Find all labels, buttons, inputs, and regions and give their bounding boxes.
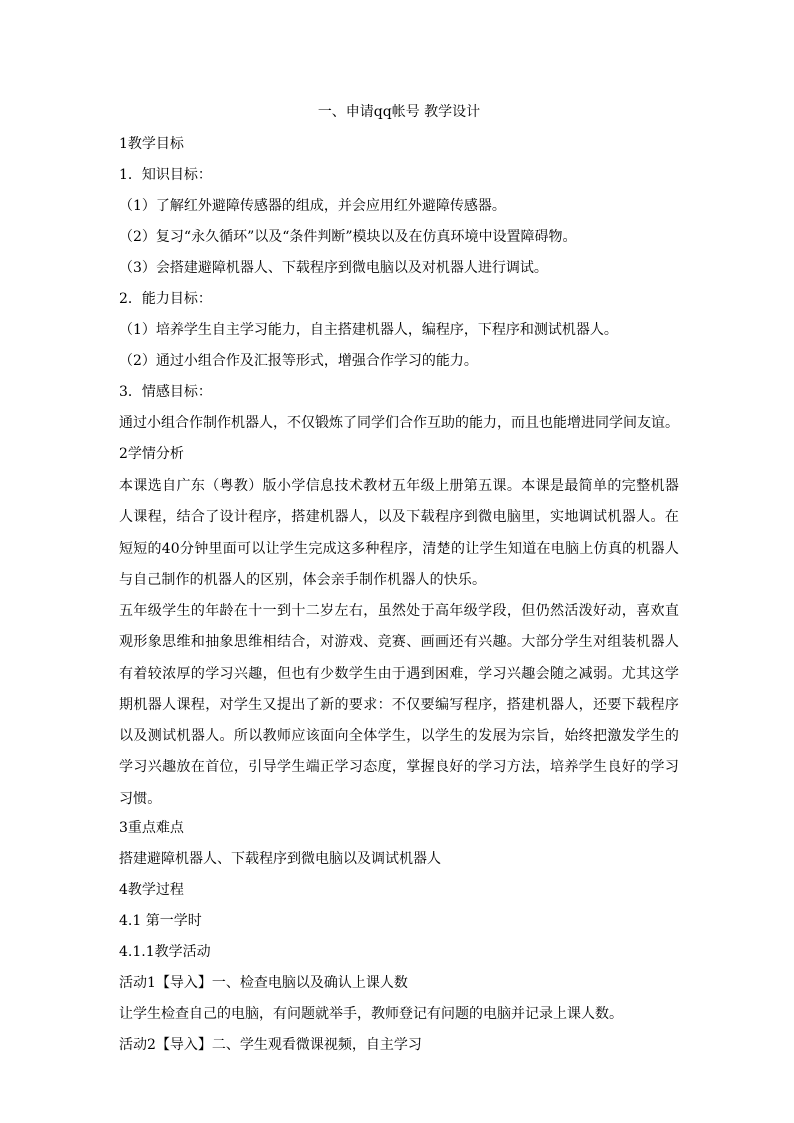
activity-2-heading: 活动2【导入】二、学生观看微课视频，自主学习 — [119, 1037, 422, 1053]
subheading-emotion-goals: 3．情感目标： — [119, 384, 212, 400]
subheading-first-period: 4.1 第一学时 — [119, 913, 202, 929]
activity-1-text: 让学生检查自己的电脑，有问题就举手，教师登记有问题的电脑并记录上课人数。 — [119, 1006, 623, 1022]
section-heading-analysis: 2学情分析 — [119, 446, 184, 462]
activity-1-heading: 活动1【导入】一、检查电脑以及确认上课人数 — [119, 975, 408, 991]
knowledge-goal-2: （2）复习“永久循环”以及“条件判断”模块以及在仿真环境中设置障碍物。 — [119, 229, 577, 245]
ability-goal-1: （1）培养学生自主学习能力，自主搭建机器人，编程序，下程序和测试机器人。 — [119, 322, 618, 338]
analysis-paragraph-1: 本课选自广东（粤教）版小学信息技术教材五年级上册第五课。本课是最简单的完整机器人课程，结合了设计程序，搭建机器人，以及下载程序到微电脑里，实地调试机器人。在短短的40分钟里面可以让学生完成这多种程序，清楚的让学生知道在电脑上仿真的机器人与自己制作的机器人的区别，体会亲手制作机器人的快乐。 — [119, 478, 679, 588]
ability-goal-2: （2）通过小组合作及汇报等形式，增强合作学习的能力。 — [119, 353, 478, 369]
document-title: 一、申请qq帐号 教学设计 — [317, 104, 481, 120]
emotion-goal-text: 通过小组合作制作机器人，不仅锻炼了同学们合作互助的能力，而且也能增进同学间友谊。 — [119, 415, 679, 431]
key-points-text: 搭建避障机器人、下载程序到微电脑以及调试机器人 — [119, 851, 441, 867]
section-heading-goals: 1教学目标 — [119, 136, 184, 152]
subheading-ability-goals: 2．能力目标： — [119, 291, 212, 307]
subheading-teaching-activities: 4.1.1教学活动 — [119, 944, 211, 960]
section-heading-process: 4教学过程 — [119, 882, 184, 898]
analysis-paragraph-2: 五年级学生的年龄在十一到十二岁左右，虽然处于高年级学段，但仍然活泼好动，喜欢直观形象思维和抽象思维相结合，对游戏、竞赛、画画还有兴趣。大部分学生对组装机器人有着较浓厚的学习兴趣，但也有少数学生由于遇到困难，学习兴趣会随之减弱。尤其这学期机器人课程，对学生又提出了新的要求：不仅要编写程序，搭建机器人，还要下载程序以及测试机器人。所以教师应该面向全体学生，以学生的发展为宗旨，始终把激发学生的学习兴趣放在首位，引导学生端正学习态度，掌握良好的学习方法，培养学生良好的学习习惯。 — [119, 603, 679, 807]
knowledge-goal-1: （1）了解红外避障传感器的组成，并会应用红外避障传感器。 — [119, 198, 506, 214]
knowledge-goal-3: （3）会搭建避障机器人、下载程序到微电脑以及对机器人进行调试。 — [119, 260, 548, 276]
section-heading-key-points: 3重点难点 — [119, 820, 184, 836]
subheading-knowledge-goals: 1．知识目标： — [119, 167, 212, 183]
